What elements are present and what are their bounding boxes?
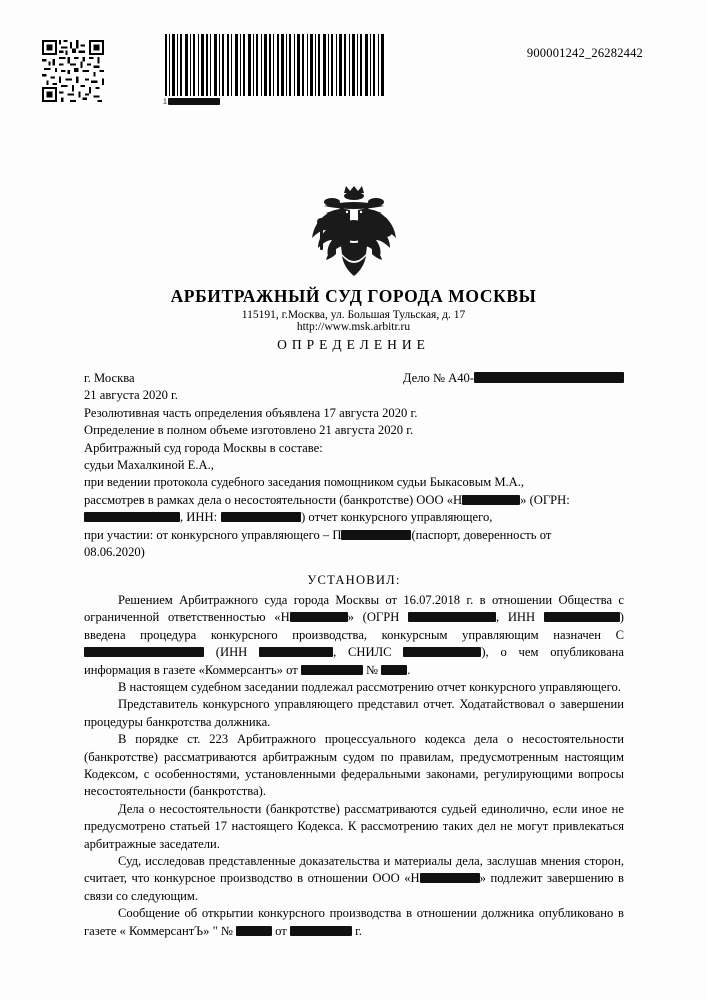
case-number-label: Дело № А40-	[402, 371, 474, 385]
considering-mid: » (ОГРН:	[520, 492, 570, 507]
redaction-bar	[84, 647, 204, 657]
redaction-bar	[301, 665, 363, 675]
considering-prefix: рассмотрев в рамках дела о несостоятельности (банкротстве) ООО «Н	[84, 492, 463, 507]
participants-date: 08.06.2020)	[84, 545, 145, 560]
paragraph: Сообщение об открытии конкурсного производства в отношении должника опубликовано в газете « КоммерсантЪ» " № от г.	[84, 906, 624, 938]
redaction-bar	[544, 612, 620, 622]
court-address: 115191, г.Москва, ул. Большая Тульская, д. 17	[241, 309, 466, 321]
paragraph-list	[84, 592, 624, 940]
city-case-row	[84, 370, 624, 387]
protocol-line: при ведении протокола судебного заседания помощником судьи Быкасовым М.А.,	[84, 475, 525, 490]
document-type: ОПРЕДЕЛЕНИЕ	[277, 337, 430, 352]
redaction-bar	[290, 612, 348, 622]
participants-line	[84, 527, 624, 562]
paragraph: Решением Арбитражного суда города Москвы от 16.07.2018 г. в отношении Общества с ограниченной ответственностью «Н » (ОГРН , ИНН ) введена процедура конкурсного производства, конкурсным управляющим назначен С (ИНН , СНИЛС ), о чем опубликована информация в газете «Коммерсантъ» от № .	[84, 592, 624, 677]
redaction-bar	[420, 873, 480, 883]
document-code: 900001242_26282442	[526, 46, 643, 60]
paragraph: Суд, исследовав представленные доказательства и материалы дела, заслушав мнения сторон, считает, что конкурсное производство в отношении ООО «Н » подлежит завершению в связи со следующим.	[84, 853, 624, 903]
redaction-bar	[84, 512, 180, 522]
redaction-bar	[221, 512, 301, 522]
court-url: http://www.msk.arbitr.ru	[296, 321, 411, 333]
document-header	[0, 34, 707, 124]
resolution-announced-line: Резолютивная часть определения объявлена 17 августа 2020 г.	[84, 405, 418, 420]
coat-of-arms-svg	[306, 182, 402, 282]
paragraph: Представитель конкурсного управляющего представил отчет. Ходатайствовал о завершении процедуры банкротства должника.	[84, 697, 624, 729]
barcode-caption	[163, 98, 220, 105]
considering-tail: ) отчет конкурсного управляющего,	[301, 510, 493, 525]
redaction-bar	[168, 98, 220, 105]
redaction-bar	[341, 530, 411, 540]
redaction-bar	[403, 647, 481, 657]
participants-tail: (паспорт, доверенность от	[411, 527, 552, 542]
full-text-made-line: Определение в полном объеме изготовлено 21 августа 2020 г.	[84, 423, 414, 438]
redaction-bar	[462, 495, 520, 505]
court-name: АРБИТРАЖНЫЙ СУД ГОРОДА МОСКВЫ	[170, 286, 537, 306]
judge-line: судьи Махалкиной Е.А.,	[84, 458, 214, 473]
document-date: 21 августа 2020 г.	[84, 388, 178, 403]
redaction-bar	[381, 665, 407, 675]
redaction-bar	[474, 372, 624, 383]
coat-of-arms-icon	[0, 182, 707, 295]
qr-code	[42, 40, 104, 102]
barcode-svg	[163, 34, 388, 96]
court-heading	[0, 286, 707, 353]
established-heading: УСТАНОВИЛ:	[307, 573, 401, 588]
participants-prefix: при участии: от конкурсного управляющего – П	[84, 527, 342, 542]
document-body	[84, 370, 624, 940]
inn-label: , ИНН:	[180, 510, 218, 525]
barcode	[163, 34, 388, 96]
considering-line	[84, 492, 624, 527]
court-composition-line: Арбитражный суд города Москвы в составе:	[84, 440, 323, 455]
paragraph: В порядке ст. 223 Арбитражного процессуального кодекса дела о несостоятельности (банкротстве) рассматриваются арбитражным судом по правилам, предусмотренным настоящим Кодексом, с особенностями, установленными федеральными законами, регулирующими вопросы несостоятельности (банкротства).	[84, 732, 624, 799]
case-number	[403, 370, 624, 387]
qr-code-svg	[42, 40, 104, 102]
redaction-bar	[408, 612, 496, 622]
paragraph: В настоящем судебном заседании подлежал рассмотрению отчет конкурсного управляющего.	[118, 679, 621, 694]
city: г. Москва	[84, 371, 135, 385]
redaction-bar	[290, 926, 352, 936]
barcode-caption-text: 1	[163, 98, 168, 106]
paragraph: Дела о несостоятельности (банкротстве) рассматриваются судьей единолично, если иное не предусмотрено статьей 17 настоящего Кодекса. К рассмотрению таких дел не могут привлекаться арбитражные заседатели.	[84, 801, 624, 851]
redaction-bar	[259, 647, 333, 657]
redaction-bar	[236, 926, 272, 936]
